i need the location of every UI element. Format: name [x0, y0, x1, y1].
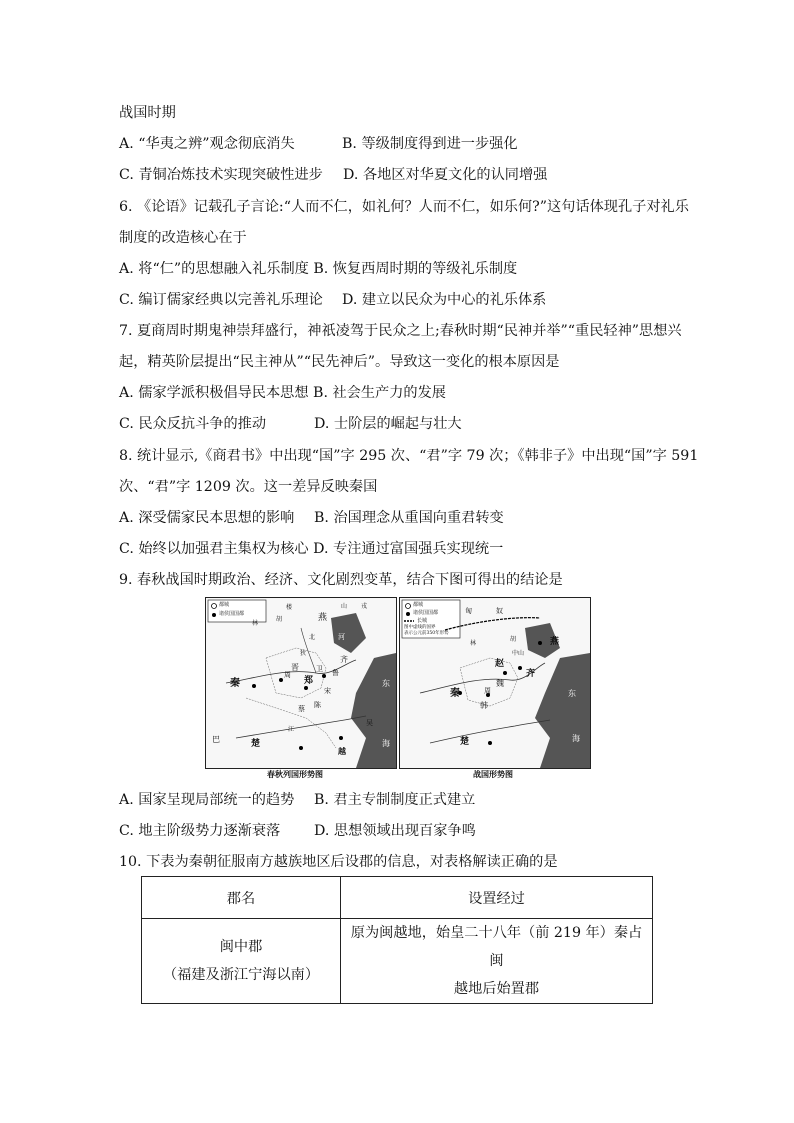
map-label: 狄	[300, 650, 307, 657]
commandery-region: （福建及浙江宁海以南）	[162, 967, 320, 983]
map-label: 奴	[496, 607, 503, 615]
option-c: C. 编订儒家经典以完善礼乐理论	[119, 292, 323, 308]
map-label: 海	[572, 734, 580, 743]
map-label: 周	[284, 671, 291, 679]
map-label: 燕	[550, 637, 560, 647]
question-7-stem: 7. 夏商周时期鬼神崇拜盛行，神祇凌驾于民众之上;春秋时期“民神并举”“重民轻神”思想兴	[119, 323, 682, 339]
warring-states-map	[399, 597, 591, 769]
option-a: A. 深受儒家民本思想的影响	[119, 510, 295, 526]
map-label: 匈	[465, 607, 472, 615]
map-label: 东	[382, 679, 390, 688]
legend-capital: 都城	[413, 602, 424, 608]
option-a: A. 国家呈现局部统一的趋势	[119, 792, 295, 808]
map-label: 楼	[286, 604, 293, 611]
option-d: D. 思想领域出现百家争鸣	[314, 823, 476, 839]
map-label: 晋	[291, 663, 299, 672]
commandery-table	[141, 876, 653, 1004]
question-8-stem-cont: 次、“君”字 1209 次。这一差异反映秦国	[119, 479, 378, 495]
map-label: 韩	[480, 701, 488, 710]
cell-establishment	[341, 919, 653, 1004]
option-b: B. 君主专制制度正式建立	[314, 792, 476, 808]
legend-capital: 都城	[219, 602, 230, 608]
map-label: 中山	[512, 650, 525, 657]
map-label: 秦	[450, 688, 460, 699]
option-a-b: A. 将“仁”的思想融入礼乐制度 B. 恢复西周时期的等级礼乐制度	[119, 261, 518, 277]
establishment-text-cont: 越地后始置郡	[453, 981, 540, 997]
map-label: 北	[309, 634, 316, 641]
legend-note: 表示公元前350年形势	[404, 631, 449, 636]
map-label: 山	[341, 603, 348, 610]
question-6-stem-cont: 制度的改造核心在于	[119, 230, 247, 246]
map-label: 赵	[495, 659, 505, 669]
question-6-stem: 6. 《论语》记载孔子言论:“人而不仁，如礼何？人而不仁，如乐何?”这句话体现孔子对礼乐	[119, 199, 689, 215]
map-label: 林	[252, 620, 259, 627]
option-c: C. 青铜冶炼技术实现突破性进步	[119, 167, 323, 183]
spring-autumn-map	[205, 597, 397, 769]
question-10-stem: 10. 下表为秦朝征服南方越族地区后设郡的信息，对表格解读正确的是	[119, 854, 558, 870]
map-label: 齐	[340, 655, 348, 664]
map-label: 魏	[496, 679, 504, 688]
legend-note: 图中虚线的国界	[404, 625, 436, 630]
map-label: 海	[382, 739, 390, 748]
question-9-stem: 9. 春秋战国时期政治、经济、文化剧烈变革，结合下图可得出的结论是	[119, 572, 563, 588]
map-label: 巴	[212, 735, 220, 744]
commandery-name: 闽中郡	[219, 939, 263, 955]
option-c-d: C. 始终以加强君主集权为核心 D. 专注通过富国强兵实现统一	[119, 541, 504, 557]
map-label: 蔡	[298, 705, 305, 713]
header-establishment: 设置经过	[341, 877, 653, 919]
map-label: 越	[338, 746, 346, 756]
map-label: 胡	[276, 616, 283, 623]
map-caption-left: 春秋列国形势图	[267, 769, 323, 779]
table-header-row	[142, 877, 653, 919]
option-c: C. 民众反抗斗争的推动	[119, 416, 267, 432]
map-label: 楚	[251, 739, 261, 749]
header-commandery: 郡名	[142, 877, 341, 919]
question-8-stem: 8. 统计显示,《商君书》中出现“国”字 295 次、“君”字 79 次；《韩非子》中出现“国”字 591	[119, 448, 699, 464]
history-maps	[205, 597, 587, 783]
map-label: 宋	[324, 687, 331, 695]
establishment-text: 原为闽越地，始皇二十八年（前 219 年）秦占闽	[350, 925, 643, 969]
option-a: A. “华夷之辨”观念彻底消失	[119, 136, 295, 152]
map-label: 陈	[314, 701, 321, 709]
map-label: 戎	[361, 603, 368, 610]
option-c: C. 地主阶级势力逐渐衰落	[119, 823, 281, 839]
option-b: B. 治国理念从重国向重君转变	[314, 510, 504, 526]
option-d: D. 各地区对华夏文化的认同增强	[343, 167, 548, 183]
map-label: 周	[484, 687, 491, 695]
map-label: 燕	[318, 613, 328, 623]
option-d: D. 士阶层的崛起与壮大	[314, 416, 462, 432]
map-label: 林	[470, 640, 477, 647]
map-label: 鲁	[332, 669, 339, 677]
question-7-stem-cont: 起，精英阶层提出“民主神从”“民先神后”。导致这一变化的根本原因是	[119, 354, 560, 370]
map-label: 齐	[526, 669, 536, 679]
map-label: 郑	[304, 676, 314, 686]
map-label: 东	[568, 689, 576, 698]
table-row	[142, 919, 653, 1004]
option-a-b: A. 儒家学派积极倡导民本思想 B. 社会生产力的发展	[119, 385, 446, 401]
text-line: 战国时期	[119, 105, 176, 121]
map-label: 江	[288, 726, 295, 733]
map-label: 秦	[230, 678, 240, 689]
legend-great-wall: 长城	[417, 618, 428, 624]
map-label: 河	[338, 633, 345, 641]
map-caption-right: 战国形势图	[473, 769, 513, 779]
legend-state-capital: 诸侯国国都	[413, 610, 439, 616]
option-b: B. 等级制度得到进一步强化	[342, 136, 518, 152]
cell-commandery	[142, 919, 341, 1004]
map-label: 卫	[316, 665, 323, 673]
map-label: 吴	[366, 719, 373, 727]
map-label: 胡	[510, 636, 517, 643]
map-label: 楚	[460, 737, 470, 747]
legend-state-capital: 诸侯国国都	[219, 611, 245, 617]
option-d: D. 建立以民众为中心的礼乐体系	[342, 292, 547, 308]
